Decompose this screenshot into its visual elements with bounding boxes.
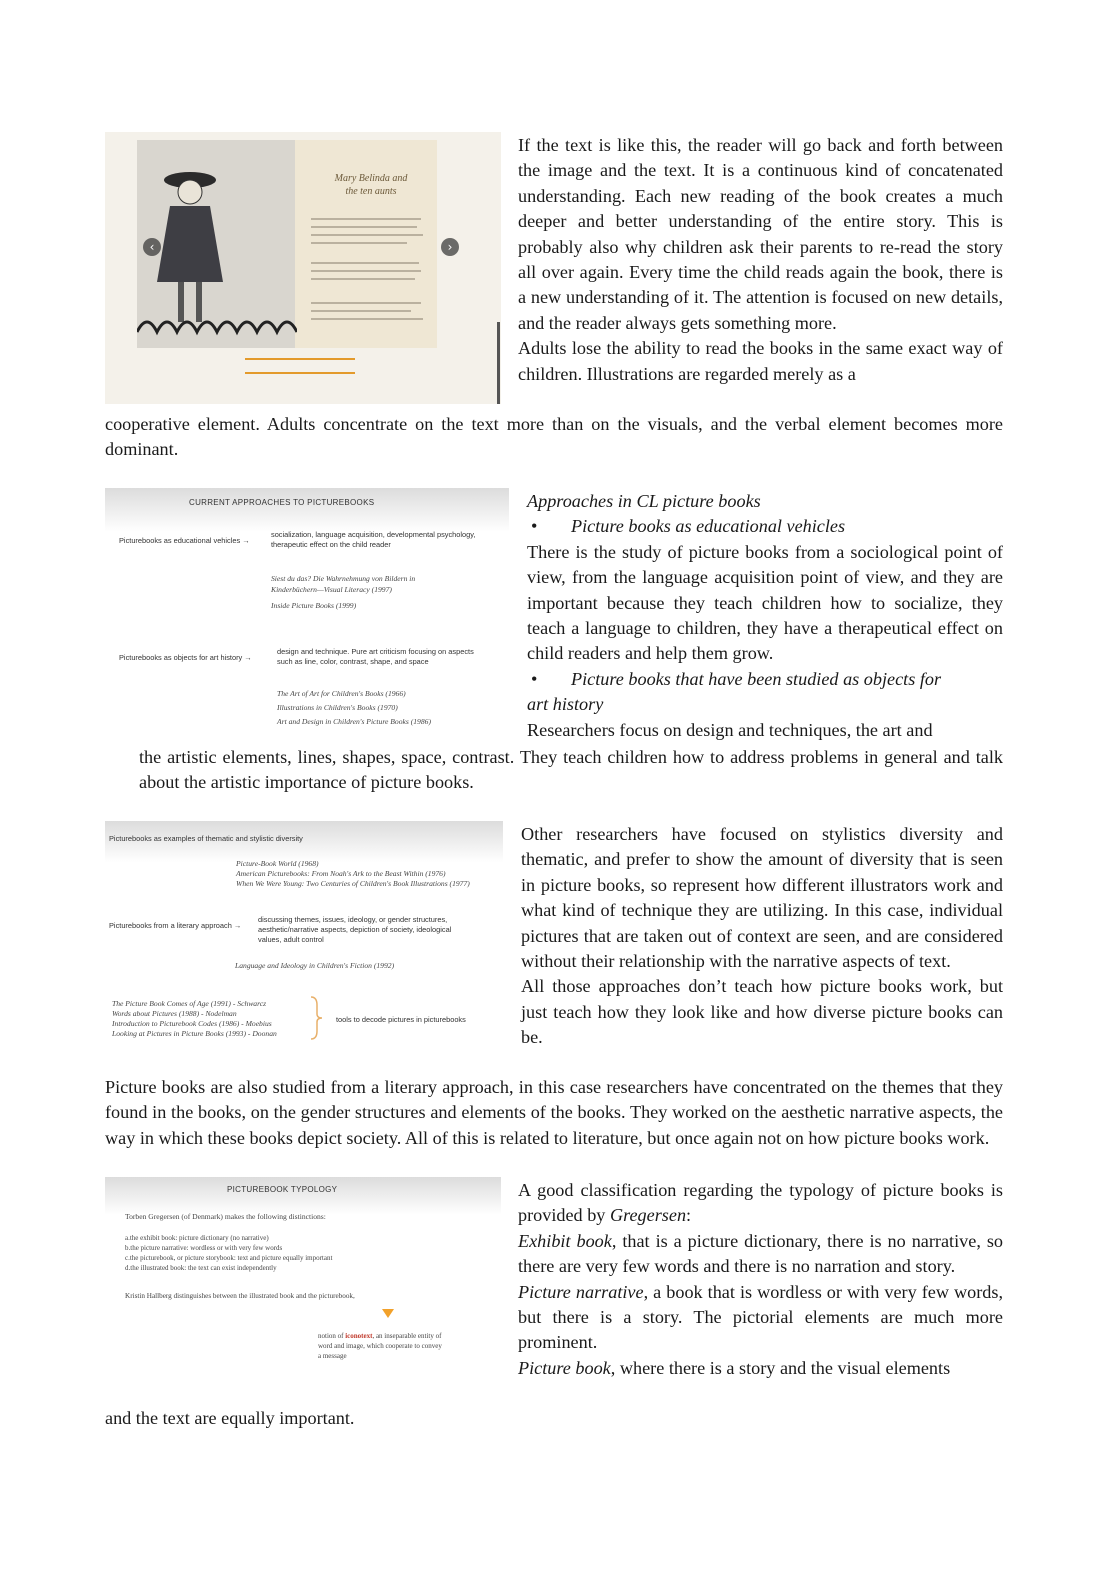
paragraph: cooperative element. Adults concentrate on the text more than on the visuals, and the verbal element becomes more dominant. xyxy=(105,414,1003,460)
illustration-text-line xyxy=(311,262,419,264)
slide-row-label: Picturebooks as educational vehicles → xyxy=(119,536,250,545)
forward-arrow-icon xyxy=(245,358,355,360)
next-arrow-icon: › xyxy=(441,238,459,256)
slide-row-description: design and technique. Pure art criticism focusing on aspects such as line, color, contrast, shape, and space xyxy=(277,647,474,666)
slide-intro: Torben Gregersen (of Denmark) makes the following distinctions: xyxy=(125,1212,326,1221)
paragraph: Researchers focus on design and techniques, the art and xyxy=(527,719,933,740)
paragraph: the artistic elements, lines, shapes, space, contrast. They teach children how to address problems in general and talk about the artistic importance of picture books. xyxy=(139,747,1003,793)
slide-title: PICTUREBOOK TYPOLOGY xyxy=(227,1185,338,1194)
slide-references: The Picture Book Comes of Age (1991) - Schwarcz Words about Pictures (1988) - Nodelman Introduction to Picturebook Codes (1986) - Moebius Looking at Pictures in Picture Books (1993) - Doonan xyxy=(112,999,277,1038)
paragraph: Exhibit book, that is a picture dictionary, there is no narrative, so there are very few words and there is no narration and story. xyxy=(518,1230,1003,1277)
illustration-text-line xyxy=(311,270,421,272)
slide-title: Picturebooks as examples of thematic and stylistic diversity xyxy=(109,834,303,843)
paragraph: Adults lose the ability to read the books in the same exact way of children. Illustrations are regarded merely as a xyxy=(518,338,1003,384)
slide-row-description: discussing themes, issues, ideology, or gender structures, aesthetic/narrative aspects, depiction of society, ideological values, adult control xyxy=(258,915,452,944)
section-heading: Approaches in CL picture books xyxy=(527,491,761,511)
slide-row-description: socialization, language acquisition, developmental psychology, therapeutic effect on the child reader xyxy=(271,530,476,549)
book-illustration xyxy=(105,132,501,404)
slide-current-approaches xyxy=(105,488,509,731)
illustration-text-line xyxy=(311,242,407,244)
text-block-literary xyxy=(105,1075,1003,1151)
illustration-text-line xyxy=(311,278,415,280)
bullet-item: • Picture books as educational vehicles xyxy=(527,514,1003,539)
paragraph: A good classification regarding the typology of picture books is provided by Gregersen: xyxy=(518,1180,1003,1226)
text-block-art-history xyxy=(139,745,1003,796)
down-arrow-icon xyxy=(382,1309,394,1318)
illustration-text-line xyxy=(311,234,423,236)
text-block-stylistics xyxy=(521,822,1003,1051)
paragraph: If the text is like this, the reader will go back and forth between the image and the text. It is a continuous kind of concatenated understanding. Each new reading of the book creates a much deeper and better understanding of the entire story. This is probably also why children ask their parents to re-read the story all over again. Every time the child reads again the book, there is a new understanding of it. The attention is focused on new details, and the reader always gets something more. xyxy=(518,135,1003,333)
slide-row-label: Picturebooks from a literary approach → xyxy=(109,921,242,930)
slide-typology-list: a.the exhibit book: picture dictionary (no narrative) b.the picture narrative: wordless or with very few words c.the picturebook, or picture storybook: text and picture equally important d.the illustrated book: the text can exist independently xyxy=(125,1234,333,1272)
fence-drawing xyxy=(137,292,297,348)
illustration-text-line xyxy=(311,310,411,312)
text-block-intro xyxy=(518,133,1003,387)
paragraph: There is the study of picture books from a sociological point of view, from the language acquisition point of view, and they are important because they teach children how to socialize, they teach a language to children, they have a therapeutical effect on child readers and help them grow. xyxy=(527,541,1003,664)
illustration-text-line xyxy=(311,218,421,220)
paragraph: Other researchers have focused on stylistics diversity and thematic, and prefer to show the amount of diversity that is seen in picture books, so represent how different illustrators work and what kind of technique they are utilizing. In this case, individual pictures that are taken out of context are seen, and are considered without their relationship with the narrative aspects of text. xyxy=(521,824,1003,972)
illustration-text-line xyxy=(311,226,417,228)
text-block-typology xyxy=(518,1178,1003,1381)
vertical-divider xyxy=(497,322,500,404)
paragraph: Picture books are also studied from a literary approach, in this case researchers have concentrated on the themes that they found in the books, on the gender structures and elements of the books. They worked on the aesthetic narrative aspects, the way in which these books depict society. All of this is related to literature, but once again not on how picture books work. xyxy=(105,1077,1003,1148)
bullet-icon: • xyxy=(531,516,538,537)
previous-arrow-icon: ‹ xyxy=(143,238,161,256)
slide-references: Siest du das? Die Wahrnehmung von Bildern in Kinderbüchern—Visual Literacy (1997) Inside Picture Books (1999) xyxy=(271,574,416,610)
illustration-text-line xyxy=(311,318,423,320)
slide-row-label: Picturebooks as objects for art history → xyxy=(119,653,252,662)
slide-thematic-diversity xyxy=(105,821,503,1051)
illustration-book-title: Mary Belinda and the ten aunts xyxy=(334,173,408,197)
paragraph: Picture narrative, a book that is wordless or with very few words, but there is a story. The pictorial elements are much more prominent. xyxy=(518,1281,1003,1353)
bullet-icon: • xyxy=(531,668,538,689)
slide-title: CURRENT APPROACHES TO PICTUREBOOKS xyxy=(189,498,375,507)
slide-hallberg-note: Kristin Hallberg distinguishes between the illustrated book and the picturebook, xyxy=(125,1292,355,1300)
slide-picturebook-typology xyxy=(105,1177,501,1385)
bullet-continuation: art history xyxy=(527,694,604,715)
iconotext-term: iconotext xyxy=(345,1332,373,1340)
slide-tools-label: tools to decode pictures in picturebooks xyxy=(336,1015,466,1024)
paragraph: Picture book, where there is a story and the visual elements xyxy=(518,1357,951,1378)
slide-references: Picture-Book World (1968) American Picturebooks: From Noah's Ark to the Beast Within (1976) When We Were Young: Two Centuries of Children's Book Illustrations (1977) xyxy=(236,859,470,888)
slide-iconotext-note: notion of iconotext, an inseparable entity of word and image, which cooperate to convey a message xyxy=(318,1332,442,1360)
paragraph: All those approaches don’t teach how picture books work, but just teach how they look like and how diverse picture books can be. xyxy=(521,976,1003,1048)
text-block-approaches xyxy=(527,489,1003,743)
text-block-final xyxy=(105,1406,1003,1431)
slide-reference: Language and Ideology in Children's Fiction (1992) xyxy=(235,961,395,970)
backward-arrow-icon xyxy=(245,372,355,374)
illustration-text-line xyxy=(311,302,421,304)
text-block-continuation xyxy=(105,412,1003,463)
bullet-item: • Picture books that have been studied as objects for xyxy=(527,667,1003,692)
brace-icon xyxy=(309,995,323,1041)
paragraph: and the text are equally important. xyxy=(105,1408,355,1428)
slide-references: The Art of Art for Children's Books (1966) Illustrations in Children's Books (1970) Art and Design in Children's Picture Books (1986) xyxy=(277,689,431,726)
